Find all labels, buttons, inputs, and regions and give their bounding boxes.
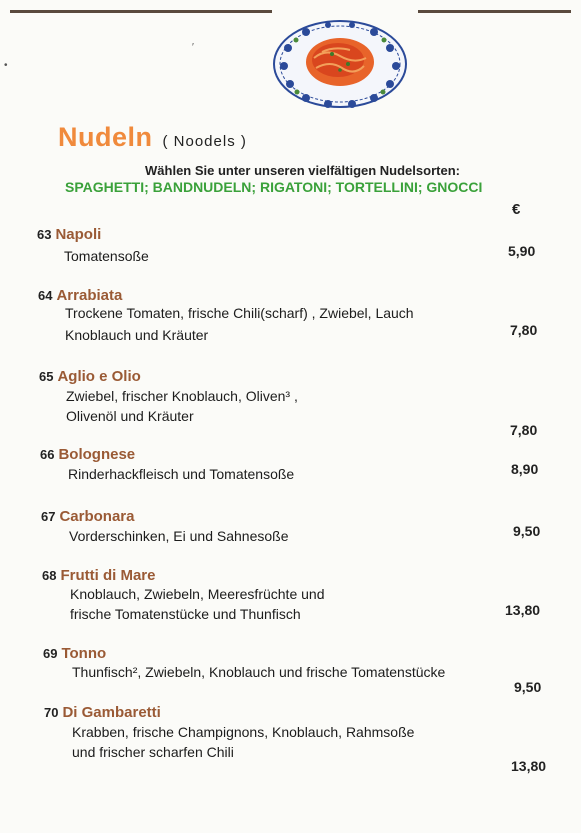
speck-mark: • (4, 60, 8, 71)
item-name: Arrabiata (56, 287, 123, 304)
item-name: Bolognese (58, 446, 136, 463)
item-name: Aglio e Olio (57, 368, 141, 385)
item-name: Tonno (61, 645, 107, 662)
currency-symbol: € (512, 201, 521, 218)
menu-item-header (39, 368, 141, 386)
item-description: Rinderhackfleisch und Tomatensoße (68, 466, 295, 482)
item-price: 5,90 (508, 243, 536, 259)
intro-text: Wählen Sie unter unseren vielfältigen Nudelsorten: (145, 163, 460, 178)
item-description: und frischer scharfen Chili (72, 744, 234, 760)
item-description: Trockene Tomaten, frische Chili(scharf) , Zwiebel, Lauch (65, 305, 414, 321)
menu-item-header (41, 508, 135, 526)
menu-item-header (40, 446, 135, 464)
item-description: Zwiebel, frischer Knoblauch, Oliven³ , (66, 388, 298, 404)
item-description: frische Tomatenstücke und Thunfisch (70, 606, 301, 622)
top-rule-left (10, 10, 272, 13)
item-description: Knoblauch, Zwiebeln, Meeresfrüchte und (70, 586, 325, 602)
item-number: 66 (40, 447, 55, 462)
pasta-plate-image (270, 18, 410, 110)
section-heading (58, 122, 247, 153)
item-number: 65 (39, 369, 54, 384)
item-price: 7,80 (510, 322, 538, 338)
item-number: 68 (42, 568, 57, 583)
item-description: Krabben, frische Champignons, Knoblauch, Rahmsoße (72, 724, 415, 740)
speck-mark: ′ (192, 42, 194, 53)
item-description: Knoblauch und Kräuter (65, 327, 209, 343)
item-number: 67 (41, 509, 56, 524)
item-price: 13,80 (511, 758, 547, 774)
item-name: Napoli (55, 226, 102, 243)
item-number: 64 (38, 288, 53, 303)
item-number: 70 (44, 705, 59, 720)
item-description: Tomatensoße (64, 248, 149, 264)
item-price: 13,80 (505, 602, 541, 618)
item-number: 69 (43, 646, 58, 661)
section-subtitle: ( Noodels ) (162, 133, 247, 150)
item-description: Vorderschinken, Ei und Sahnesoße (69, 528, 289, 544)
item-price: 8,90 (511, 461, 539, 477)
item-price: 9,50 (514, 679, 542, 695)
item-name: Carbonara (59, 508, 135, 525)
item-description: Olivenöl und Kräuter (66, 408, 194, 424)
item-price: 9,50 (513, 523, 541, 539)
menu-item-header (37, 226, 101, 244)
section-title: Nudeln (58, 122, 153, 152)
pasta-types: SPAGHETTI; BANDNUDELN; RIGATONI; TORTELLINI; GNOCCI (65, 179, 483, 195)
item-name: Di Gambaretti (62, 704, 161, 721)
item-price: 7,80 (510, 422, 538, 438)
menu-item-header (43, 645, 106, 663)
menu-item-header (44, 704, 161, 722)
top-rule-right (418, 10, 571, 13)
item-name: Frutti di Mare (60, 567, 156, 584)
menu-item-header (42, 567, 155, 585)
item-description: Thunfisch², Zwiebeln, Knoblauch und frische Tomatenstücke (72, 664, 446, 680)
item-number: 63 (37, 227, 52, 242)
